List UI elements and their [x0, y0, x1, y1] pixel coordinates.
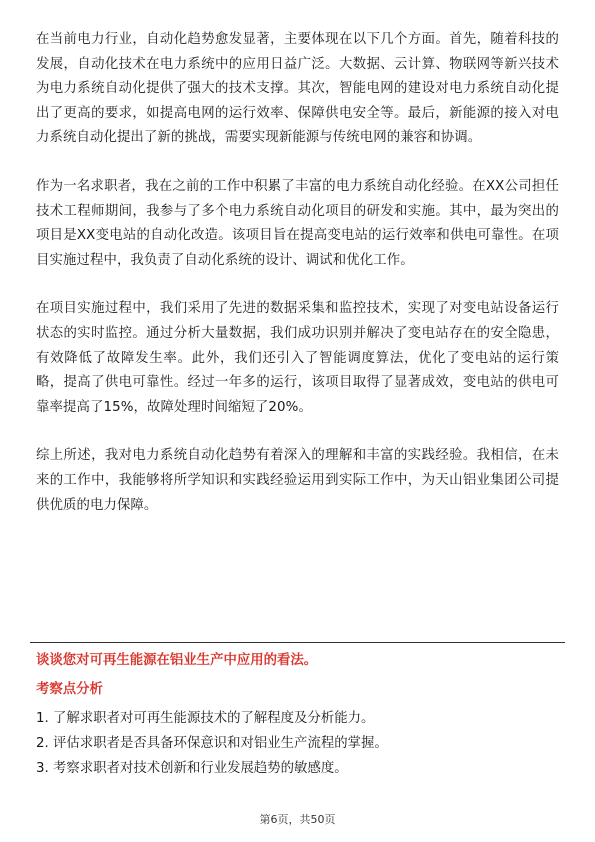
body-paragraph-3: 在项目实施过程中，我们采用了先进的数据采集和监控技术，实现了对变电站设备运行状态的实时监控。通过分析大量数据，我们成功识别并解决了变电站存在的安全隐患，有效降低了故障发生率。此外，我们还引入了智能调度算法，优化了变电站的运行策略，提高了供电可靠性。经过一年多的运行，该项目取得了显著成效，变电站的供电可靠率提高了15%，故障处理时间缩短了20%。 [36, 301, 559, 415]
body-paragraph-4: 综上所述，我对电力系统自动化趋势有着深入的理解和丰富的实践经验。我相信，在未来的工作中，我能够将所学知识和实践经验运用到实际工作中，为天山铝业集团公司提供优质的电力保障。 [36, 448, 559, 513]
body-paragraph-1: 在当前电力行业，自动化趋势愈发显著，主要体现在以下几个方面。首先，随着科技的发展，自动化技术在电力系统中的应用日益广泛。大数据、云计算、物联网等新兴技术为电力系统自动化提供了强大的技术支撑。其次，智能电网的建设对电力系统自动化提出了更高的要求，如提高电网的运行效率、保障供电安全等。最后，新能源的接入对电力系统自动化提出了新的挑战，需要实现新能源与传统电网的兼容和协调。 [36, 32, 559, 146]
analysis-points [36, 706, 388, 781]
document-body [36, 28, 559, 518]
body-paragraph-2: 作为一名求职者，我在之前的工作中积累了丰富的电力系统自动化经验。在XX公司担任技术工程师期间，我参与了多个电力系统自动化项目的研发和实施。其中，最为突出的项目是XX变电站的自动化改造。该项目旨在提高变电站的运行效率和供电可靠性。在项目实施过程中，我负责了自动化系统的设计、调试和优化工作。 [36, 178, 559, 268]
interview-question: 谈谈您对可再生能源在铝业生产中应用的看法。 [36, 653, 318, 668]
analysis-point-2: 2. 评估求职者是否具备环保意识和对铝业生产流程的掌握。 [36, 736, 388, 751]
section-divider [30, 642, 565, 643]
analysis-point-1: 1. 了解求职者对可再生能源技术的了解程度及分析能力。 [36, 711, 375, 726]
page-footer: 第6页，共50页 [259, 813, 336, 826]
analysis-title: 考察点分析 [36, 682, 103, 697]
analysis-point-3: 3. 考察求职者对技术创新和行业发展趋势的敏感度。 [36, 761, 348, 776]
